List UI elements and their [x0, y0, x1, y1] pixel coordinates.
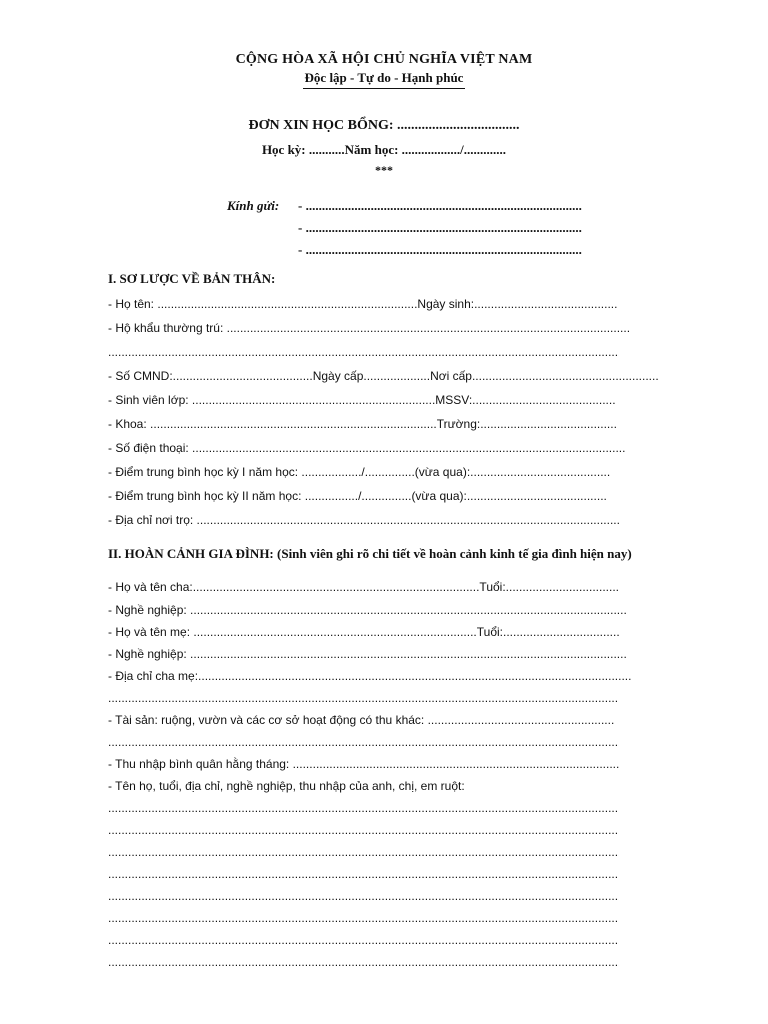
kinh-gui-line: - .....................................................................................	[298, 220, 582, 235]
field-row-mother-name: - Họ và tên mẹ: .....................................................................................Tuổi:...................................	[108, 625, 620, 639]
national-header: CỘNG HÒA XÃ HỘI CHỦ NGHĨA VIỆT NAM	[235, 52, 533, 67]
field-row-blank-line: .........................................................................................................................................................	[108, 889, 619, 903]
field-row-siblings-info: - Tên họ, tuổi, địa chỉ, nghề nghiệp, thu nhập của anh, chị, em ruột:	[108, 779, 465, 793]
motto-wrapper	[0, 69, 768, 89]
section-1-title: I. SƠ LƯỢC VỀ BẢN THÂN:	[108, 271, 276, 286]
field-row-blank-line: .........................................................................................................................................................	[108, 845, 619, 859]
field-row-monthly-income: - Thu nhập bình quân hằng tháng: ..................................................................................................	[108, 757, 620, 771]
field-row-blank-line: .........................................................................................................................................................	[108, 823, 619, 837]
national-motto: Độc lập - Tự do - Hạnh phúc	[303, 70, 466, 89]
term-line: Học kỳ: ...........Năm học: ................../.............	[261, 142, 507, 157]
field-row-class: - Sinh viên lớp: .........................................................................MSSV:...........................................	[108, 393, 616, 407]
field-row-gpa-term-2: - Điểm trung bình học kỳ II năm học: ................/...............(vừa qua):..........................................	[108, 489, 607, 503]
field-row-continuation: .........................................................................................................................................................	[108, 691, 619, 705]
field-row-blank-line: .........................................................................................................................................................	[108, 801, 619, 815]
kinh-gui-line: - .....................................................................................	[298, 242, 582, 257]
field-row-phone: - Số điện thoại: ..................................................................................................................................	[108, 441, 626, 455]
field-row-mother-occupation: - Nghề nghiệp: ...................................................................................................................................	[108, 647, 627, 661]
field-row-blank-line: .........................................................................................................................................................	[108, 867, 619, 881]
field-row-blank-line: .........................................................................................................................................................	[108, 911, 619, 925]
section-2-title: II. HOÀN CẢNH GIA ĐÌNH: (Sinh viên ghi rõ chi tiết về hoàn cảnh kinh tế gia đình hiện nay)	[108, 546, 632, 561]
field-row-id-card: - Số CMND:..........................................Ngày cấp....................Nơi cấp........................................................	[108, 369, 659, 383]
field-row-full-name: - Họ tên: ..............................................................................Ngày sinh:...........................................	[108, 297, 618, 311]
field-row-continuation: .........................................................................................................................................................	[108, 735, 619, 749]
kinh-gui-line: - .....................................................................................	[298, 198, 582, 213]
field-row-father-name: - Họ và tên cha:......................................................................................Tuổi:..................................	[108, 580, 620, 594]
field-row-gpa-term-1: - Điểm trung bình học kỳ I năm học: ................../...............(vừa qua):..........................................	[108, 465, 611, 479]
field-row-lodging-address: - Địa chỉ nơi trọ: ...............................................................................................................................	[108, 513, 620, 527]
field-row-father-occupation: - Nghề nghiệp: ...................................................................................................................................	[108, 603, 627, 617]
field-row-blank-line: .........................................................................................................................................................	[108, 955, 619, 969]
kinh-gui-label: Kính gửi:	[227, 198, 280, 213]
field-row-parents-address: - Địa chỉ cha mẹ:..................................................................................................................................	[108, 669, 632, 683]
field-row-permanent-address: - Hộ khẩu thường trú: .........................................................................................................................	[108, 321, 631, 335]
field-row-blank-line: .........................................................................................................................................................	[108, 933, 619, 947]
field-row-faculty: - Khoa: ......................................................................................Trường:.........................................	[108, 417, 617, 431]
stars-divider: ***	[375, 163, 393, 177]
field-row-assets: - Tài sản: ruộng, vườn và các cơ sở hoạt động có thu khác: ........................................................	[108, 713, 615, 727]
field-row-continuation: .........................................................................................................................................................	[108, 345, 619, 359]
form-title: ĐƠN XIN HỌC BỔNG: ...................................	[248, 118, 520, 133]
